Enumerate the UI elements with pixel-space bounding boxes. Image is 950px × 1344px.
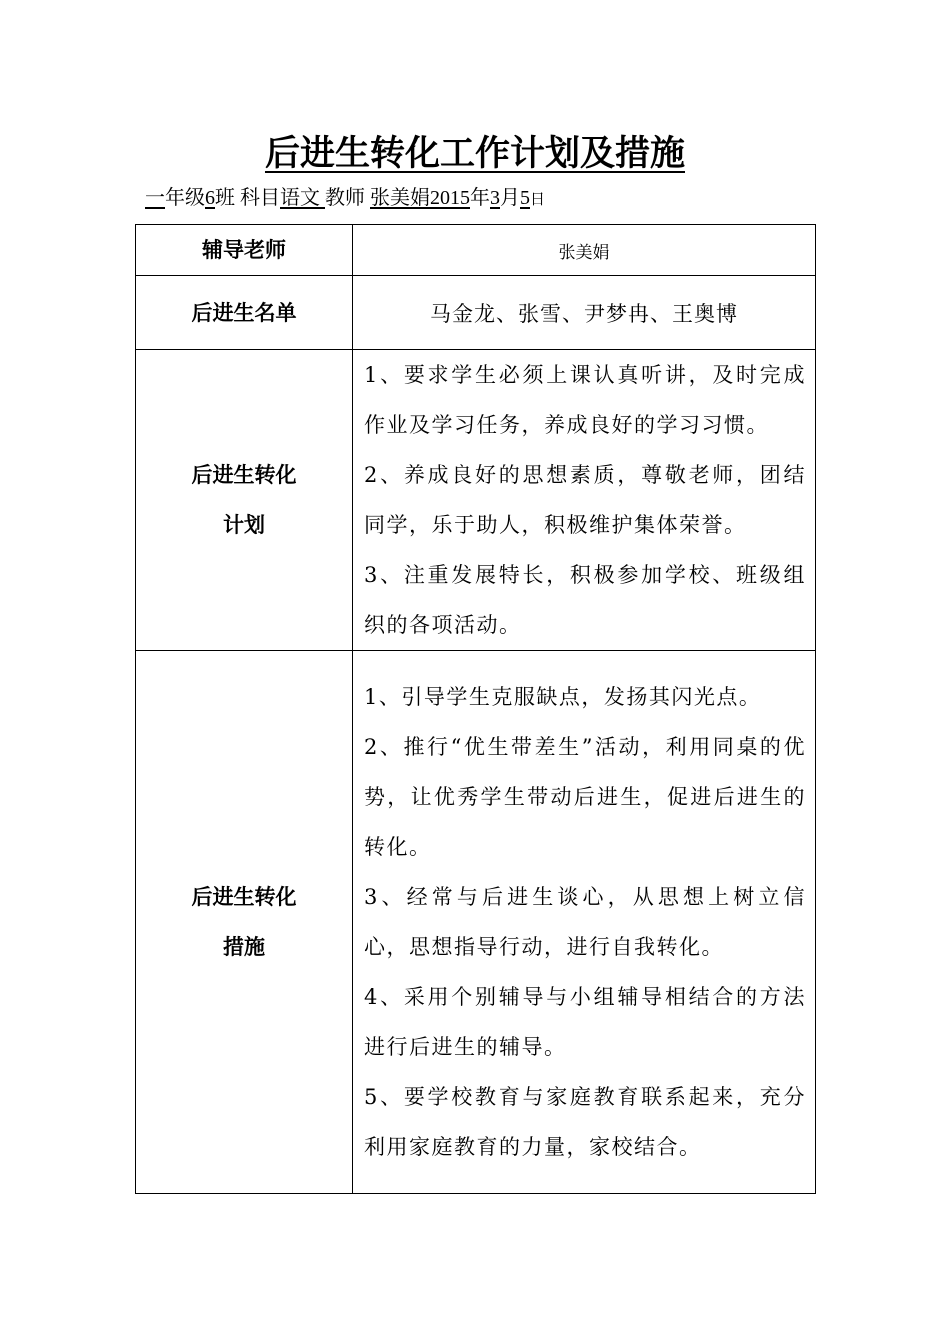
teacher-label: 教师 xyxy=(325,187,370,209)
grade-suffix: 年级 xyxy=(165,187,205,209)
plan-row xyxy=(136,350,816,651)
teacher-name: 张美娟 xyxy=(370,187,430,209)
day-value: 5 xyxy=(520,187,530,209)
measures-label-line-1: 后进生转化 xyxy=(191,885,297,909)
tutor-row xyxy=(136,225,816,276)
page-title xyxy=(0,126,950,182)
measure-item: 1、引导学生克服缺点，发扬其闪光点。 xyxy=(364,685,762,709)
tutor-label: 辅导老师 xyxy=(136,225,353,276)
year-suffix: 年 xyxy=(470,187,490,209)
plan-item: 2、养成良好的思想素质，尊敬老师，团结同学，乐于助人，积极维护集体荣誉。 xyxy=(364,463,806,537)
day-suffix: 日 xyxy=(530,192,546,208)
plan-label-line-2: 计划 xyxy=(223,513,265,537)
class-suffix: 班 科目 xyxy=(215,187,280,209)
plan-label xyxy=(136,350,353,651)
plan-item: 1、要求学生必须上课认真听讲，及时完成作业及学习任务，养成良好的学习习惯。 xyxy=(364,363,806,437)
document-meta-line xyxy=(145,183,545,215)
plan-item: 3、注重发展特长，积极参加学校、班级组织的各项活动。 xyxy=(364,563,806,637)
month-suffix: 月 xyxy=(500,187,520,209)
tutor-value: 张美娟 xyxy=(353,225,816,276)
students-value: 马金龙、张雪、尹梦冉、王奥博 xyxy=(353,276,816,350)
measure-item: 4、采用个别辅导与小组辅导相结合的方法进行后进生的辅导。 xyxy=(364,985,806,1059)
measure-item: 5、要学校教育与家庭教育联系起来，充分利用家庭教育的力量，家校结合。 xyxy=(364,1085,806,1159)
plan-label-line-1: 后进生转化 xyxy=(191,463,297,487)
grade-value: 一 xyxy=(145,187,165,209)
measures-row xyxy=(136,651,816,1194)
measures-label xyxy=(136,651,353,1194)
subject-value: 语文 xyxy=(280,187,325,209)
page-title-text: 后进生转化工作计划及措施 xyxy=(264,134,685,174)
students-label: 后进生名单 xyxy=(136,276,353,350)
students-row xyxy=(136,276,816,350)
measure-item: 2、推行“优生带差生”活动，利用同桌的优势，让优秀学生带动后进生，促进后进生的转化。 xyxy=(364,735,806,859)
plan-table xyxy=(135,224,816,1194)
measures-content xyxy=(353,651,816,1194)
measure-item: 3、经常与后进生谈心，从思想上树立信心，思想指导行动，进行自我转化。 xyxy=(364,885,806,959)
month-value: 3 xyxy=(490,187,500,209)
plan-content xyxy=(353,350,816,651)
class-number: 6 xyxy=(205,187,215,209)
measures-label-line-2: 措施 xyxy=(223,935,265,959)
year-value: 2015 xyxy=(430,187,470,209)
